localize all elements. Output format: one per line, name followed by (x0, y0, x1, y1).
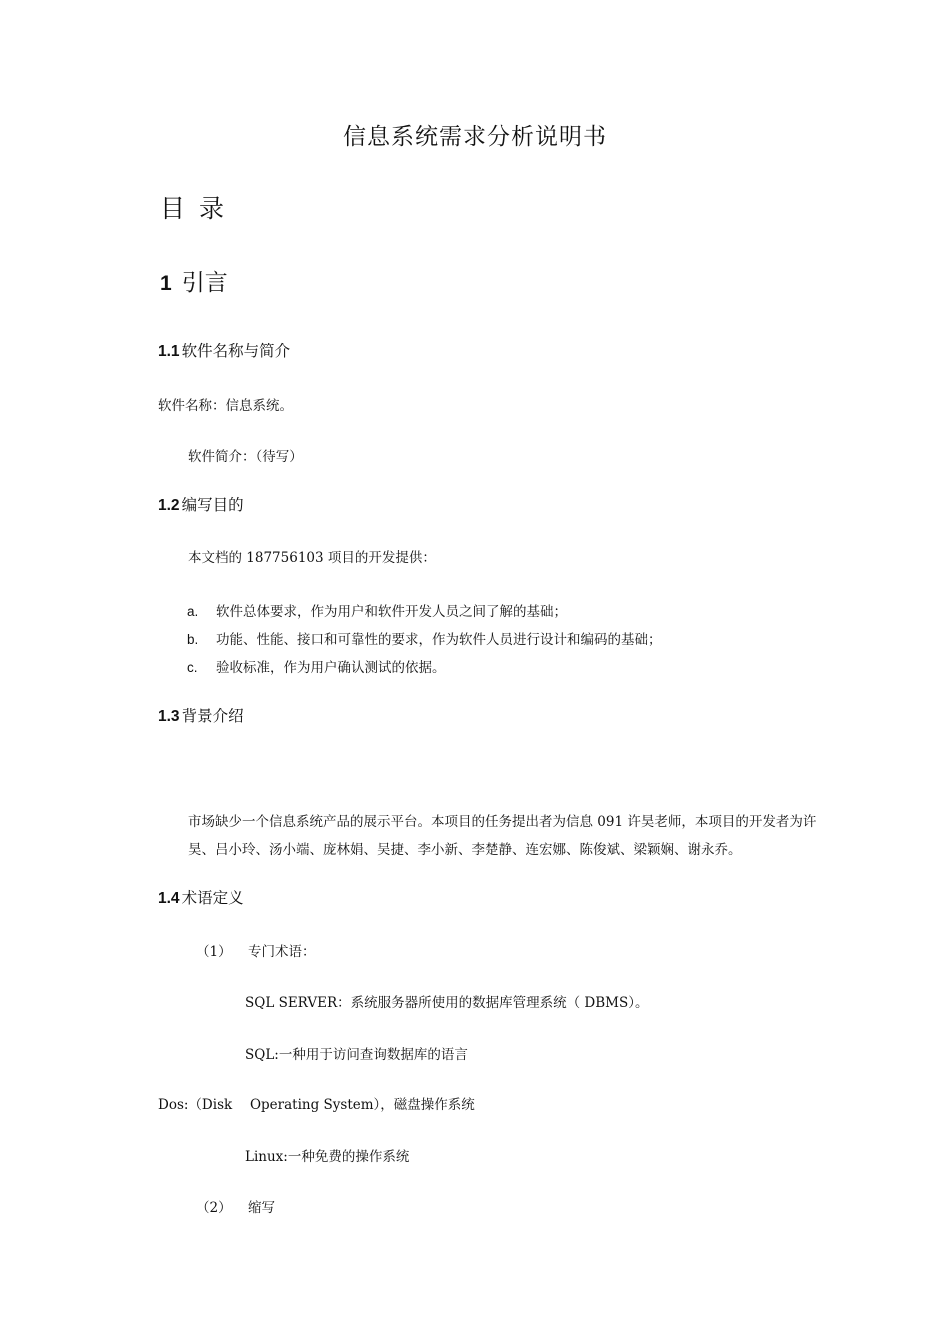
section-number: 1.2 (158, 497, 180, 514)
section-number: 1.1 (158, 343, 180, 360)
purpose-item (187, 628, 662, 648)
section-title: 背景介绍 (181, 707, 244, 725)
chapter-title: 引言 (181, 270, 228, 296)
term-sql-server: SQL SERVER：系统服务器所使用的数据库管理系统（ DBMS）。 (245, 995, 649, 1011)
software-intro-line: 软件简介：（待写） (188, 449, 303, 465)
background-paragraph: 市场缺少一个信息系统产品的展示平台。本项目的任务提出者为信息 091 许昊老师，本项目的开发者为许昊、吕小玲、汤小端、庞林娟、吴捷、李小新、李楚静、连宏娜、陈俊斌、梁颖娴、谢永乔。 (188, 814, 817, 858)
item-text: 软件总体要求，作为用户和软件开发人员之间了解的基础； (216, 604, 567, 620)
item-marker: b. (187, 632, 199, 647)
software-name-line: 软件名称：信息系统。 (158, 398, 293, 414)
purpose-item (187, 656, 446, 676)
section-1-2-heading (158, 493, 244, 515)
toc-heading: 目录 (160, 194, 239, 223)
section-title: 术语定义 (181, 889, 244, 907)
subsection-abbreviations (196, 1196, 275, 1216)
item-marker: a. (187, 604, 199, 619)
section-title: 软件名称与简介 (181, 342, 291, 360)
subsection-marker: （2） (196, 1200, 232, 1216)
term-sql: SQL:一种用于访问查询数据库的语言 (245, 1047, 468, 1063)
item-text: 功能、性能、接口和可靠性的要求，作为软件人员进行设计和编码的基础； (216, 632, 662, 648)
section-number: 1.4 (158, 890, 180, 907)
section-1-4-heading (158, 886, 244, 908)
term-linux: Linux:一种免费的操作系统 (245, 1149, 410, 1165)
subsection-marker: （1） (196, 944, 232, 960)
subsection-special-terms (196, 940, 316, 960)
term-dos: Dos:（Disk Operating System），磁盘操作系统 (158, 1097, 475, 1113)
section-1-1-heading (158, 339, 290, 361)
section-1-3-heading (158, 704, 244, 726)
document-title: 信息系统需求分析说明书 (343, 124, 607, 150)
item-text: 验收标准，作为用户确认测试的依据。 (216, 660, 446, 676)
section-number: 1.3 (158, 708, 180, 725)
subsection-label: 缩写 (248, 1200, 275, 1216)
section-title: 编写目的 (181, 496, 244, 514)
chapter-1-heading (160, 264, 228, 297)
purpose-item (187, 600, 567, 620)
subsection-label: 专门术语： (248, 944, 316, 960)
chapter-number: 1 (160, 272, 172, 295)
purpose-lead: 本文档的 187756103 项目的开发提供： (188, 550, 436, 566)
item-marker: c. (187, 660, 198, 675)
